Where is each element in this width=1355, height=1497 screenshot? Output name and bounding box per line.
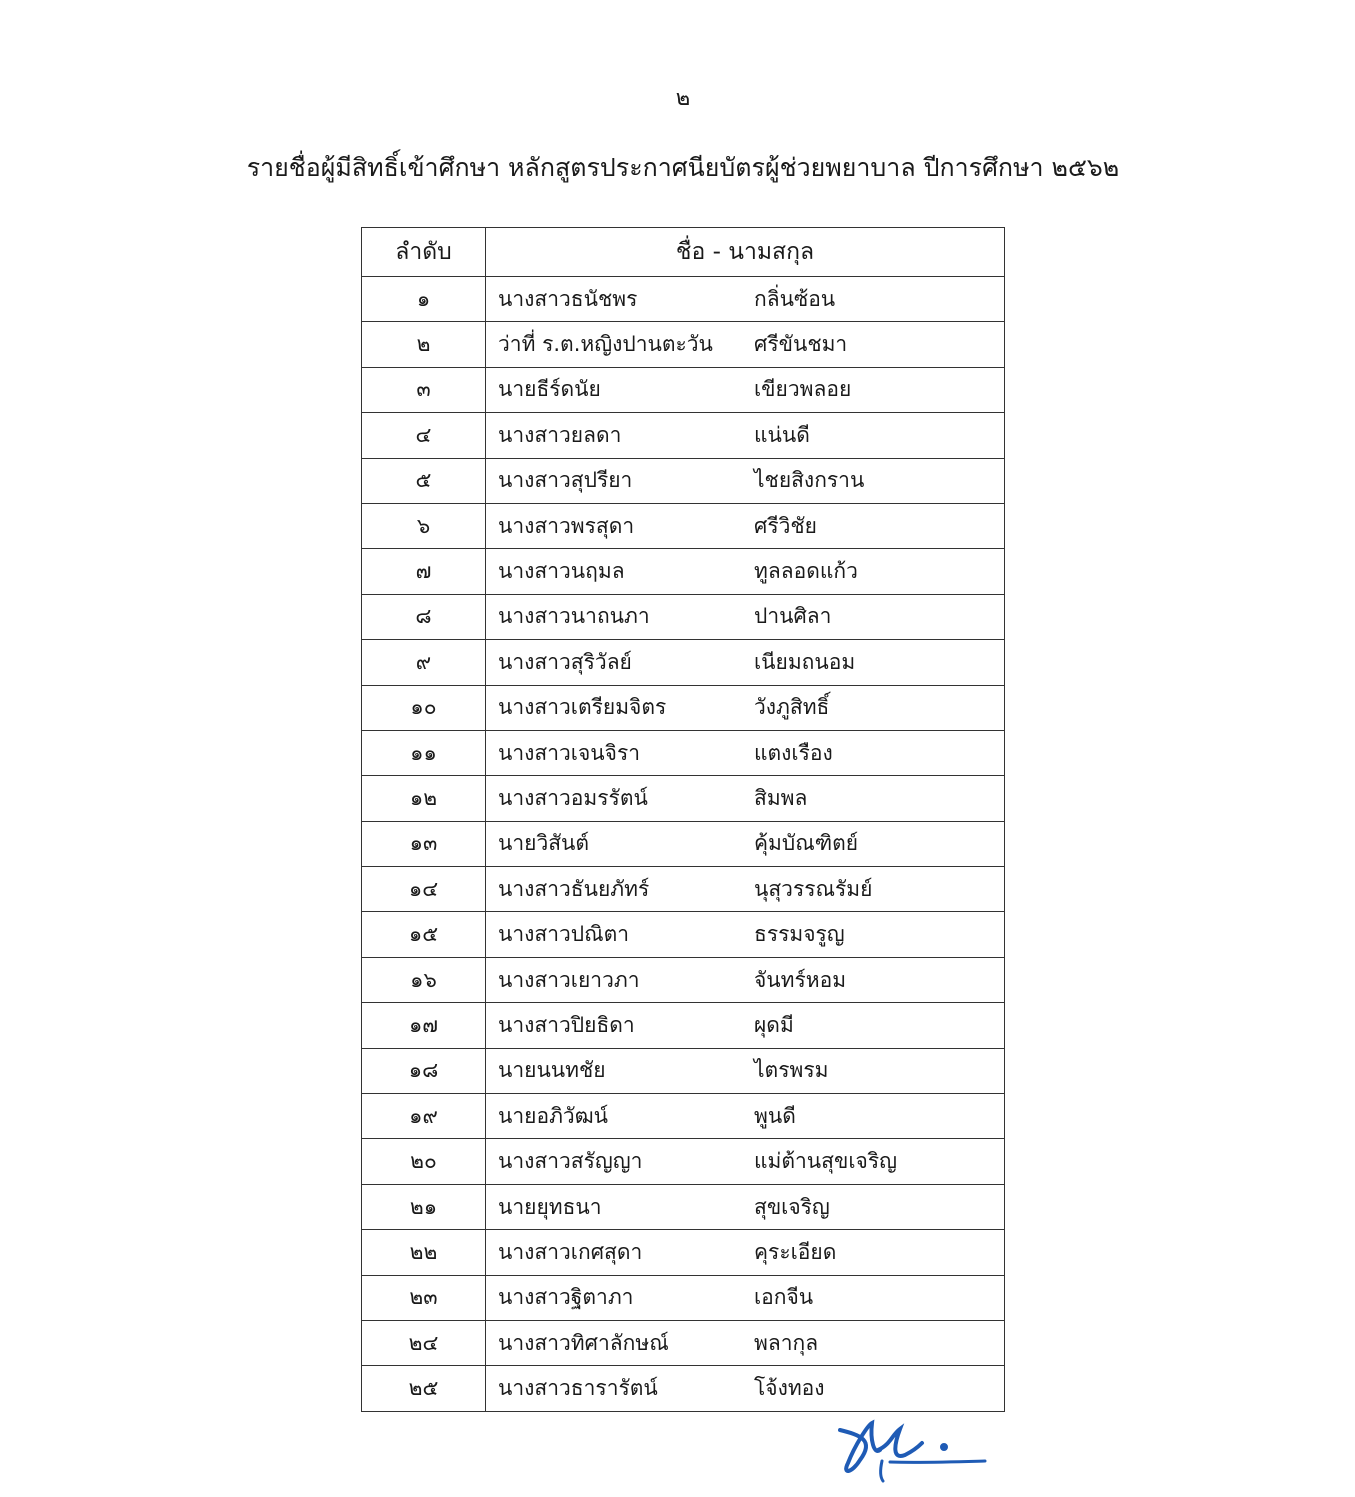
row-number: ๑๑ bbox=[362, 730, 486, 775]
first-name: นางสาวปณิตา bbox=[498, 922, 630, 947]
last-name: นุสุวรรณรัมย์ bbox=[754, 876, 873, 901]
row-number: ๗ bbox=[362, 549, 486, 594]
full-name bbox=[486, 1184, 1005, 1229]
last-name: คุระเอียด bbox=[754, 1239, 837, 1264]
full-name bbox=[486, 821, 1005, 866]
row-number: ๑๓ bbox=[362, 821, 486, 866]
table-row bbox=[362, 1230, 1005, 1275]
table-row bbox=[362, 549, 1005, 594]
row-number: ๑๘ bbox=[362, 1048, 486, 1093]
row-number: ๔ bbox=[362, 413, 486, 458]
last-name: ศรีวิชัย bbox=[754, 513, 817, 538]
row-number: ๒๕ bbox=[362, 1366, 486, 1411]
table-row bbox=[362, 503, 1005, 548]
last-name: เนียมถนอม bbox=[754, 649, 856, 674]
first-name: นางสาวยลดา bbox=[498, 422, 622, 447]
first-name: นางสาวนาถนภา bbox=[498, 604, 650, 629]
full-name bbox=[486, 549, 1005, 594]
last-name: แน่นดี bbox=[754, 422, 810, 447]
table-row bbox=[362, 1094, 1005, 1139]
table-row bbox=[362, 685, 1005, 730]
first-name: นางสาวฐิตาภา bbox=[498, 1285, 634, 1310]
first-name: นางสาวเจนจิรา bbox=[498, 740, 641, 765]
row-number: ๓ bbox=[362, 367, 486, 412]
first-name: นางสาวเตรียมจิตร bbox=[498, 695, 667, 720]
table-row bbox=[362, 594, 1005, 639]
first-name: นางสาวอมรรัตน์ bbox=[498, 785, 648, 810]
row-number: ๑๐ bbox=[362, 685, 486, 730]
row-number: ๑๗ bbox=[362, 1003, 486, 1048]
row-number: ๘ bbox=[362, 594, 486, 639]
row-number: ๒๐ bbox=[362, 1139, 486, 1184]
row-number: ๒๔ bbox=[362, 1320, 486, 1365]
table-row bbox=[362, 912, 1005, 957]
first-name: นางสาวปิยธิดา bbox=[498, 1012, 635, 1037]
last-name: แม่ต้านสุขเจริญ bbox=[754, 1149, 897, 1174]
first-name: นางสาวธันยภัทร์ bbox=[498, 876, 650, 901]
first-name: ว่าที่ ร.ต.หญิงปานตะวัน bbox=[498, 332, 713, 357]
first-name: นายวิสันต์ bbox=[498, 831, 590, 856]
full-name bbox=[486, 776, 1005, 821]
first-name: นางสาวธารารัตน์ bbox=[498, 1376, 658, 1401]
full-name bbox=[486, 503, 1005, 548]
full-name bbox=[486, 1366, 1005, 1411]
full-name bbox=[486, 1230, 1005, 1275]
last-name: ศรีขันชมา bbox=[754, 332, 848, 357]
table-row bbox=[362, 867, 1005, 912]
full-name bbox=[486, 912, 1005, 957]
row-number: ๙ bbox=[362, 640, 486, 685]
full-name bbox=[486, 1003, 1005, 1048]
last-name: คุ้มบัณฑิตย์ bbox=[754, 831, 859, 856]
table-row bbox=[362, 367, 1005, 412]
table-row bbox=[362, 322, 1005, 367]
last-name: สิมพล bbox=[754, 785, 808, 810]
first-name: นายยุทธนา bbox=[498, 1194, 602, 1219]
row-number: ๕ bbox=[362, 458, 486, 503]
first-name: นางสาวสุริวัลย์ bbox=[498, 649, 632, 674]
full-name bbox=[486, 1320, 1005, 1365]
row-number: ๒๓ bbox=[362, 1275, 486, 1320]
last-name: แตงเรือง bbox=[754, 740, 833, 765]
student-list-table bbox=[361, 227, 1005, 1412]
first-name: นางสาวสุปรียา bbox=[498, 468, 633, 493]
table-row bbox=[362, 1184, 1005, 1229]
first-name: นางสาวเยาวภา bbox=[498, 967, 640, 992]
table-row bbox=[362, 413, 1005, 458]
row-number: ๒๑ bbox=[362, 1184, 486, 1229]
row-number: ๑๒ bbox=[362, 776, 486, 821]
table-row bbox=[362, 277, 1005, 322]
signature bbox=[830, 1415, 990, 1485]
table-row bbox=[362, 776, 1005, 821]
last-name: พลากุล bbox=[754, 1330, 819, 1355]
full-name bbox=[486, 640, 1005, 685]
last-name: วังภูสิทธิ์ bbox=[754, 695, 830, 720]
table-row bbox=[362, 1275, 1005, 1320]
full-name bbox=[486, 1275, 1005, 1320]
first-name: นางสาวสรัญญา bbox=[498, 1149, 643, 1174]
row-number: ๑๙ bbox=[362, 1094, 486, 1139]
table-row bbox=[362, 640, 1005, 685]
full-name bbox=[486, 594, 1005, 639]
last-name: ผุดมี bbox=[754, 1012, 794, 1037]
last-name: เอกจีน bbox=[754, 1285, 814, 1310]
page-number: ๒ bbox=[675, 86, 691, 111]
table-row bbox=[362, 1320, 1005, 1365]
first-name: นางสาวทิศาลักษณ์ bbox=[498, 1330, 669, 1355]
last-name: ไตรพรม bbox=[754, 1058, 829, 1083]
full-name bbox=[486, 1048, 1005, 1093]
row-number: ๒๒ bbox=[362, 1230, 486, 1275]
table-row bbox=[362, 1366, 1005, 1411]
last-name: โจ้งทอง bbox=[754, 1376, 825, 1401]
full-name bbox=[486, 458, 1005, 503]
row-number: ๑๖ bbox=[362, 957, 486, 1002]
header-name: ชื่อ - นามสกุล bbox=[486, 228, 1005, 277]
row-number: ๖ bbox=[362, 503, 486, 548]
first-name: นายธีร์ดนัย bbox=[498, 377, 601, 402]
last-name: จันทร์หอม bbox=[754, 967, 847, 992]
first-name: นางสาวนฤมล bbox=[498, 559, 625, 584]
first-name: นางสาวเกศสุดา bbox=[498, 1239, 643, 1264]
table-header-row bbox=[362, 228, 1005, 277]
table-row bbox=[362, 1048, 1005, 1093]
last-name: ปานศิลา bbox=[754, 604, 832, 629]
table-row bbox=[362, 458, 1005, 503]
last-name: ทูลลอดแก้ว bbox=[754, 559, 858, 584]
table-row bbox=[362, 957, 1005, 1002]
full-name bbox=[486, 730, 1005, 775]
row-number: ๑๕ bbox=[362, 912, 486, 957]
row-number: ๒ bbox=[362, 322, 486, 367]
last-name: ธรรมจรูญ bbox=[754, 922, 845, 947]
last-name: เขียวพลอย bbox=[754, 377, 852, 402]
first-name: นายนนทชัย bbox=[498, 1058, 606, 1083]
full-name bbox=[486, 867, 1005, 912]
full-name bbox=[486, 367, 1005, 412]
full-name bbox=[486, 277, 1005, 322]
row-number: ๑๔ bbox=[362, 867, 486, 912]
full-name bbox=[486, 957, 1005, 1002]
full-name bbox=[486, 1094, 1005, 1139]
row-number: ๑ bbox=[362, 277, 486, 322]
last-name: สุขเจริญ bbox=[754, 1194, 830, 1219]
table-row bbox=[362, 1139, 1005, 1184]
full-name bbox=[486, 1139, 1005, 1184]
document-title: รายชื่อผู้มีสิทธิ์เข้าศึกษา หลักสูตรประกาศนียบัตรผู้ช่วยพยาบาล ปีการศึกษา ๒๕๖๒ bbox=[246, 153, 1120, 182]
first-name: นายอภิวัฒน์ bbox=[498, 1103, 609, 1128]
last-name: กลิ่นซ้อน bbox=[754, 286, 836, 311]
header-order: ลำดับ bbox=[362, 228, 486, 277]
first-name: นางสาวพรสุดา bbox=[498, 513, 635, 538]
full-name bbox=[486, 413, 1005, 458]
last-name: พูนดี bbox=[754, 1103, 796, 1128]
full-name bbox=[486, 322, 1005, 367]
full-name bbox=[486, 685, 1005, 730]
first-name: นางสาวธนัชพร bbox=[498, 286, 638, 311]
table-row bbox=[362, 1003, 1005, 1048]
table-row bbox=[362, 821, 1005, 866]
table-row bbox=[362, 730, 1005, 775]
last-name: ไชยสิงกราน bbox=[754, 468, 865, 493]
